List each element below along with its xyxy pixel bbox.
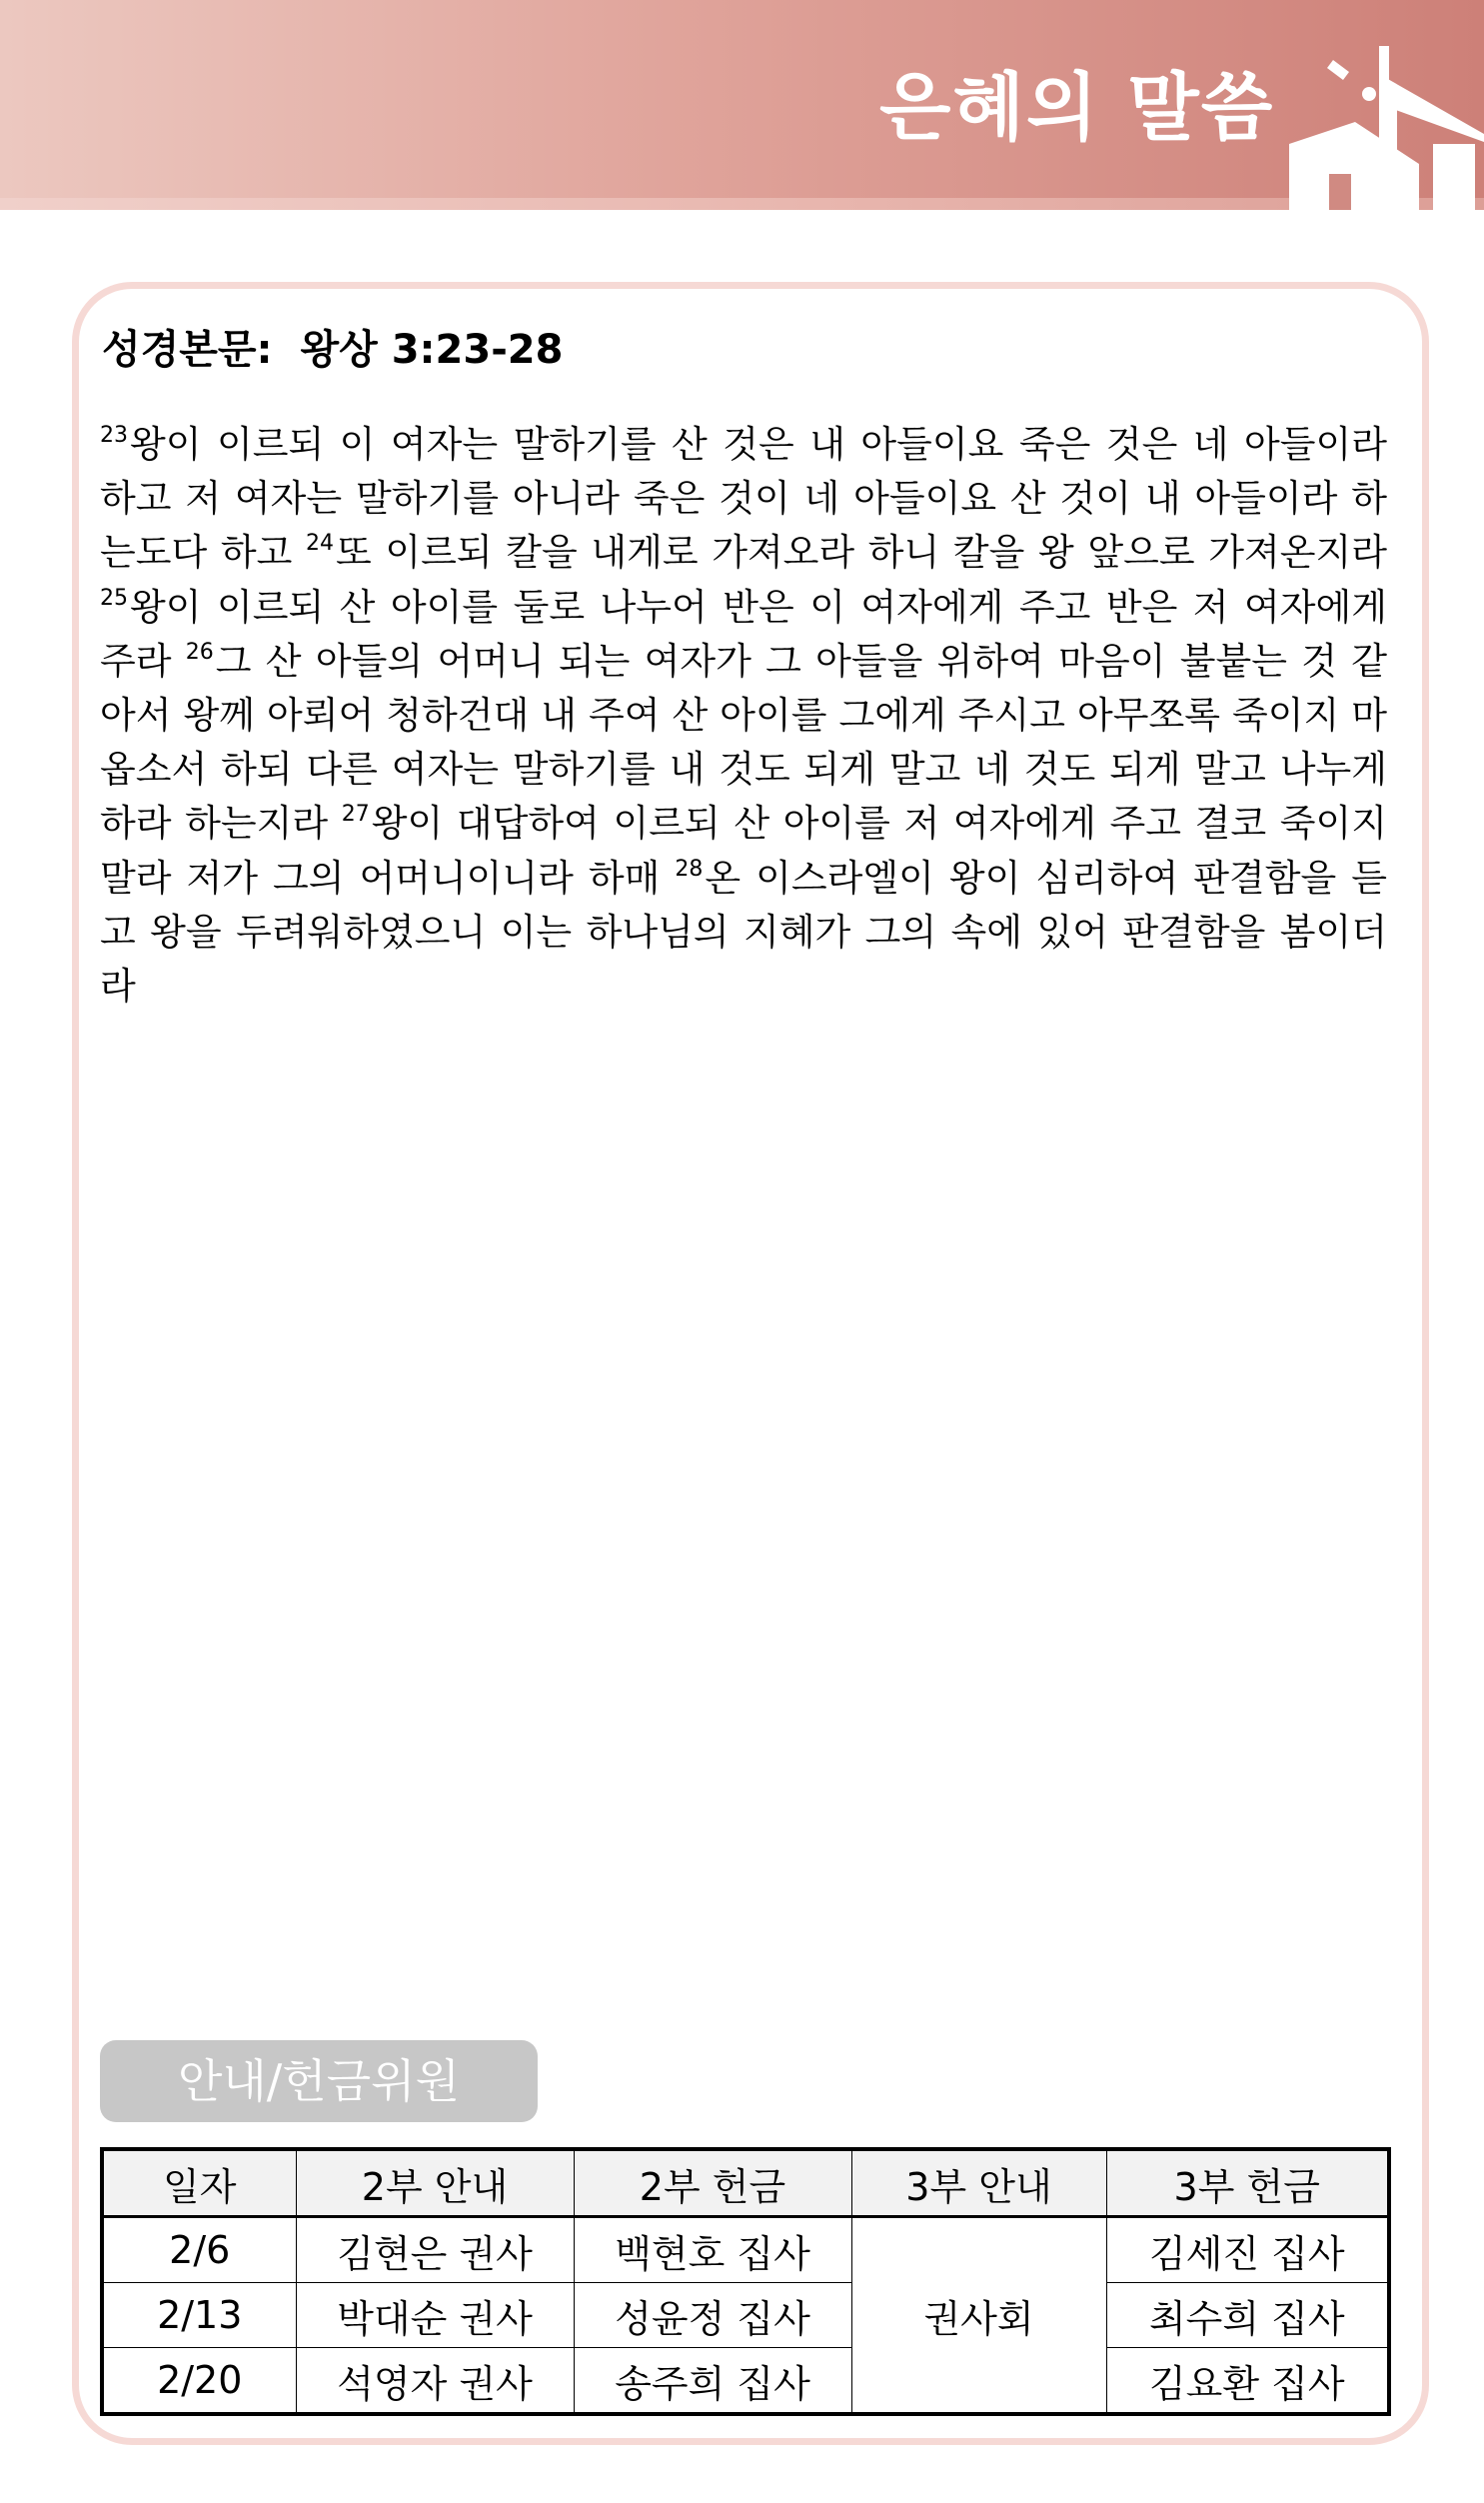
offering3-cell: 김요환 집사 — [1106, 2348, 1389, 2415]
date-cell: 2/13 — [102, 2283, 296, 2348]
guide3-merged-cell: 권사회 — [851, 2217, 1106, 2415]
committee-label: 안내/헌금위원 — [100, 2040, 538, 2122]
verse-number: 28 — [675, 856, 704, 882]
date-cell: 2/6 — [102, 2217, 296, 2283]
offering3-cell: 김세진 집사 — [1106, 2217, 1389, 2283]
verse-number: 23 — [100, 423, 128, 448]
offering2-cell: 성윤정 집사 — [574, 2283, 851, 2348]
verse-text: 왕이 대답하여 이르되 산 아이를 저 여자에게 주고 결코 죽이지 말라 저가 그의 어머니이니라 하매 — [100, 802, 1387, 900]
column-header-2bu-guide: 2부 안내 — [296, 2149, 574, 2217]
verse-text: 왕이 이르되 산 아이를 둘로 나누어 반은 이 여자에게 주고 반은 저 여자에게 주라 — [100, 585, 1387, 683]
table-row — [102, 2217, 1389, 2283]
verse-text: 왕이 이르되 이 여자는 말하기를 산 것은 내 아들이요 죽은 것은 네 아들이라 하고 저 여자는 말하기를 아니라 죽은 것이 네 아들이요 산 것이 내 아들이라 하는도다 하고 — [100, 423, 1387, 575]
verse-text: 그 산 아들의 어머니 되는 여자가 그 아들을 위하여 마음이 불붙는 것 같아서 왕께 아뢰어 청하건대 내 주여 산 아이를 그에게 주시고 아무쪼록 죽이지 마옵소서 하되 다른 여자는 말하기를 내 것도 되게 말고 네 것도 되게 말고 나누게 하라 하는지라 — [100, 639, 1387, 846]
offering2-cell: 백현호 집사 — [574, 2217, 851, 2283]
offering2-cell: 송주희 집사 — [574, 2348, 851, 2415]
guide2-cell: 석영자 권사 — [296, 2348, 574, 2415]
verse-text: 또 이르되 칼을 내게로 가져오라 하니 칼을 왕 앞으로 가져온지라 — [335, 531, 1387, 575]
offering3-cell: 최수희 집사 — [1106, 2283, 1389, 2348]
verse-number: 24 — [305, 531, 334, 557]
duty-table — [100, 2147, 1391, 2416]
guide2-cell: 박대순 권사 — [296, 2283, 574, 2348]
table-row — [102, 2348, 1389, 2415]
verse-number: 26 — [185, 639, 214, 665]
header-strip — [0, 198, 1484, 210]
date-cell: 2/20 — [102, 2348, 296, 2415]
scripture-reference: 왕상 3:23-28 — [300, 327, 564, 373]
table-row — [102, 2283, 1389, 2348]
scripture-label: 성경본문: — [102, 327, 273, 373]
column-header-2bu-offering: 2부 헌금 — [574, 2149, 851, 2217]
column-header-3bu-offering: 3부 헌금 — [1106, 2149, 1389, 2217]
church-icon — [1269, 34, 1484, 210]
page-title: 은혜의 말씀 — [879, 65, 1275, 151]
column-header-date: 일자 — [102, 2149, 296, 2217]
scripture-heading — [102, 322, 801, 378]
verse-number: 27 — [341, 802, 370, 828]
verse-text: 온 이스라엘이 왕이 심리하여 판결함을 듣고 왕을 두려워하였으니 이는 하나님의 지혜가 그의 속에 있어 판결함을 봄이더라 — [100, 856, 1387, 1009]
column-header-3bu-guide: 3부 안내 — [851, 2149, 1106, 2217]
verse-number: 25 — [100, 585, 128, 611]
guide2-cell: 김현은 권사 — [296, 2217, 574, 2283]
table-header-row — [102, 2149, 1389, 2217]
scripture-text — [100, 418, 1387, 1014]
